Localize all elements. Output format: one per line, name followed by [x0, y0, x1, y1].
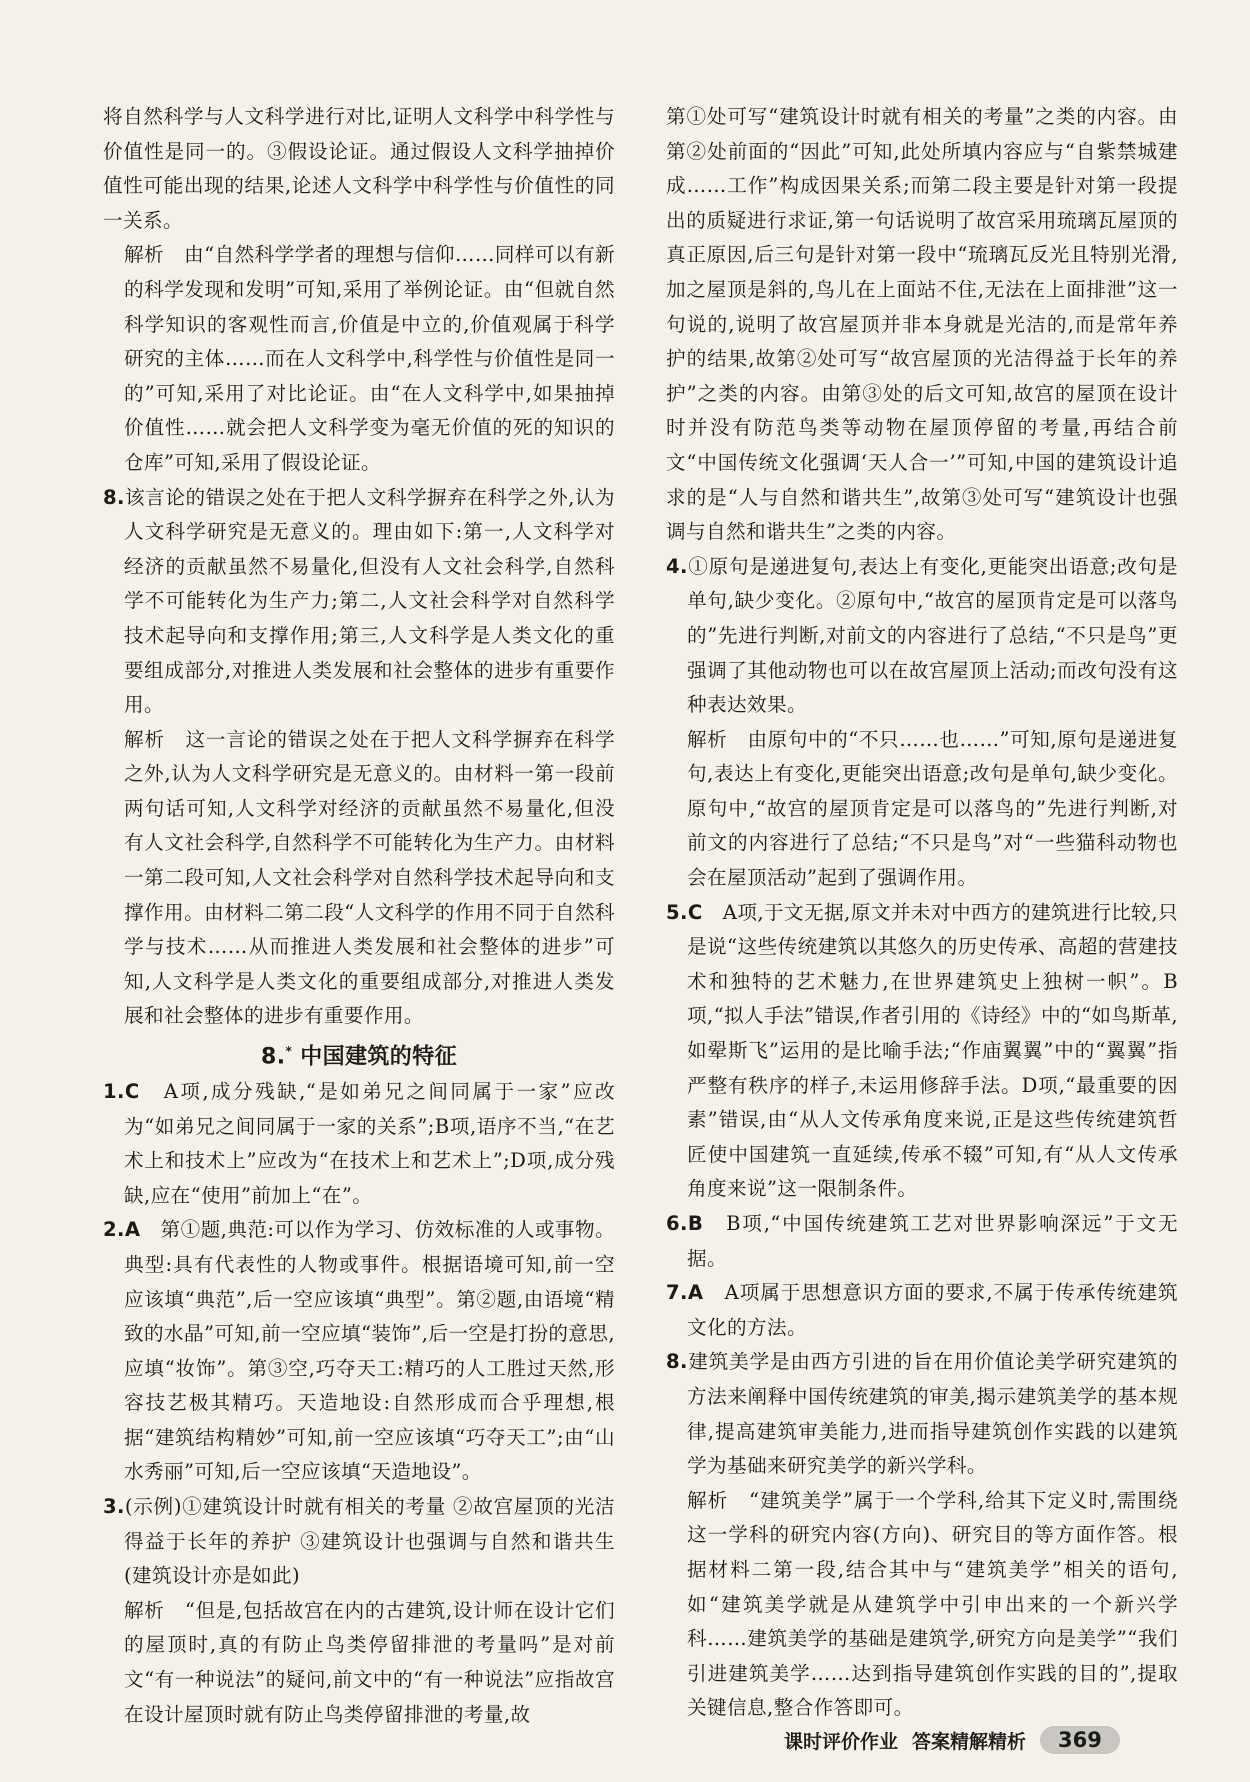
analysis-paragraph: [103, 723, 615, 1034]
analysis-text: 由原句中的“不只……也……”可知,原句是递进复句,表达上有变化,更能突出语意;改句是单句,缺少变化。原句中,“故宫的屋顶肯定是可以落鸟的”先进行判断,对前文的内容进行了总结;“不只是鸟”对“一些猫科动物也会在屋顶活动”起到了强调作用。: [687, 727, 1178, 890]
page-footer: [784, 1720, 1174, 1760]
analysis-label: 解析: [124, 243, 165, 267]
page-number: 369: [1040, 1726, 1120, 1754]
answer-text: A项属于思想意识方面的要求,不属于传承传统建筑文化的方法。: [687, 1281, 1178, 1339]
answer-2: [103, 1213, 615, 1490]
continued-answer: 将自然科学与人文科学进行对比,证明人文科学中科学性与价值性是同一的。③假设论证。通过假设人文科学抽掉价值性可能出现的结果,论述人文科学中科学性与价值性的同一关系。: [103, 105, 615, 232]
analysis-label: 解析: [687, 1488, 729, 1512]
answer-number: 2.A: [103, 1218, 141, 1242]
analysis-paragraph: [666, 1484, 1178, 1726]
analysis-paragraph: [666, 723, 1178, 896]
answer-number: 7.A: [666, 1281, 704, 1305]
analysis-text: “建筑美学”属于一个学科,给其下定义时,需围绕这一学科的研究内容(方向)、研究目的等方面作答。根据材料二第一段,结合其中与“建筑美学”相关的语句,如“建筑美学就是从建筑学中引申出来的一个新兴学科……建筑美学的基础是建筑学,研究方向是美学”“我们引进建筑美学……达到指导建筑创作实践的目的”,提取关键信息,整合作答即可。: [687, 1488, 1178, 1720]
answer-8: [666, 1345, 1178, 1483]
answer-text: 该言论的错误之处在于把人文科学摒弃在科学之外,认为人文科学研究是无意义的。理由如下:第一,人文科学对经济的贡献虽然不易量化,但没有人文社会科学,自然科学不可能转化为生产力;第二,人文社会科学对自然科学技术起导向和支撑作用;第三,人文科学是人类文化的重要组成部分,对推进人类发展和社会整体的进步有重要作用。: [124, 485, 615, 717]
answer-8: [103, 481, 615, 723]
analysis-text: 这一言论的错误之处在于把人文科学摒弃在科学之外,认为人文科学研究是无意义的。由材料一第一段前两句话可知,人文科学对经济的贡献虽然不易量化,但没有人文社会科学,自然科学不可能转化为生产力。由材料一第二段可知,人文社会科学对自然科学技术起导向和支撑作用。由材料二第二段“人文科学的作用不同于自然科学与技术……从而推进人类发展和社会整体的进步”可知,人文科学是人类文化的重要组成部分,对推进人类发展和社会整体的进步有重要作用。: [124, 727, 615, 1028]
answer-1: [103, 1075, 615, 1213]
answer-number: 8.: [666, 1350, 688, 1374]
continued-analysis: 第①处可写“建筑设计时就有相关的考量”之类的内容。由第②处前面的“因此”可知,此处所填内容应与“自紫禁城建成……工作”构成因果关系;而第二段主要是针对第一段提出的质疑进行求证,第一句话说明了故宫采用琉璃瓦屋顶的真正原因,后三句是针对第一段中“琉璃瓦反光且特别光滑,加之屋顶是斜的,鸟儿在上面站不住,无法在上面排泄”这一句说的,说明了故宫屋顶并非本身就是光洁的,而是常年养护的结果,故第②处可写“故宫屋顶的光洁得益于长年的养护”之类的内容。由第③处的后文可知,故宫的屋顶在设计时并没有防范鸟类等动物在屋顶停留的考量,再结合前文“中国传统文化强调‘天人合一’”可知,中国的建筑设计追求的是“人与自然和谐共生”,故第③处可写“建筑设计也强调与自然和谐共生”之类的内容。: [666, 105, 1178, 544]
answer-number: 4.: [666, 554, 688, 578]
analysis-paragraph: [103, 1594, 615, 1732]
answer-4: [666, 550, 1178, 723]
answer-number: 1.C: [103, 1079, 140, 1103]
answer-3: [103, 1490, 615, 1594]
answer-text: ①原句是递进复句,表达上有变化,更能突出语意;改句是单句,缺少变化。②原句中,“故宫的屋顶肯定是可以落鸟的”先进行判断,对前文的内容进行了总结,“不只是鸟”更强调了其他动物也可以在故宫屋顶上活动;而改句没有这种表达效果。: [687, 554, 1178, 717]
analysis-paragraph: [103, 238, 615, 480]
answer-number: 6.B: [666, 1212, 704, 1235]
right-column: [666, 100, 1178, 1726]
answer-text: 建筑美学是由西方引进的旨在用价值论美学研究建筑的方法来阐释中国传统建筑的审美,揭示建筑美学的基本规律,提高建筑审美能力,进而指导建筑创作实践的以建筑学为基础来研究美学的新兴学科。: [687, 1350, 1178, 1478]
answer-number: 8.: [103, 485, 125, 509]
answer-text: A项,于文无据,原文并未对中西方的建筑进行比较,只是说“这些传统建筑以其悠久的历史传承、高超的营建技术和独特的艺术魅力,在世界建筑史上独树一帜”。B项,“拟人手法”错误,作者引用的《诗经》中的“如鸟斯革,如翚斯飞”运用的是比喻手法;“作庙翼翼”中的“翼翼”指严整有秩序的样子,未运用修辞手法。D项,“最重要的因素”错误,由“从人文传承角度来说,正是这些传统建筑哲匠使中国建筑一直延续,传承不辍”可知,有“从人文传承角度来说”这一限制条件。: [687, 900, 1178, 1201]
answer-text: A项,成分残缺,“是如弟兄之间同属于一家”应改为“如弟兄之间同属于一家的关系”;B项,语序不当,“在艺术上和技术上”应改为“在技术上和艺术上”;D项,成分残缺,应在“使用”前加上“在”。: [124, 1079, 616, 1207]
section-heading: 8.* 中国建筑的特征: [260, 1044, 458, 1070]
answer-6: [666, 1207, 1178, 1276]
analysis-text: 由“自然科学学者的理想与信仰……同样可以有新的科学发现和发明”可知,采用了举例论证。由“但就自然科学知识的客观性而言,价值是中立的,价值观属于科学研究的主体……而在人文科学中,科学性与价值性是同一的”可知,采用了对比论证。由“在人文科学中,如果抽掉价值性……就会把人文科学变为毫无价值的死的知识的仓库”可知,采用了假设论证。: [124, 243, 615, 474]
analysis-label: 解析: [124, 727, 165, 751]
footer-section: 答案精解精析: [912, 1730, 1027, 1753]
left-column: [103, 100, 615, 1732]
answer-number: 3.: [103, 1495, 125, 1519]
answer-text: B项,“中国传统建筑工艺对世界影响深远”于文无据。: [687, 1212, 1178, 1270]
analysis-label: 解析: [687, 727, 728, 751]
footer-series: 课时评价作业: [784, 1730, 899, 1753]
answer-7: [666, 1276, 1178, 1345]
answer-text: 第①题,典范:可以作为学习、仿效标准的人或事物。典型:具有代表性的人物或事件。根据语境可知,前一空应该填“典范”,后一空应该填“典型”。第②题,由语境“精致的水晶”可知,前一空应填“装饰”,后一空是打扮的意思,应填“妆饰”。第③空,巧夺天工:精巧的人工胜过天然,形容技艺极其精巧。天造地设:自然形成而合乎理想,根据“建筑结构精妙”可知,前一空应该填“巧夺天工”;由“山水秀丽”可知,后一空应该填“天造地设”。: [124, 1218, 615, 1484]
analysis-label: 解析: [124, 1598, 165, 1622]
analysis-text: “但是,包括故宫在内的古建筑,设计师在设计它们的屋顶时,真的有防止鸟类停留排泄的考量吗”是对前文“有一种说法”的疑问,前文中的“有一种说法”应指故宫在设计屋顶时就有防止鸟类停留排泄的考量,故: [124, 1598, 615, 1726]
answer-number: 5.C: [666, 900, 703, 924]
answer-5: [666, 896, 1178, 1207]
answer-text: (示例)①建筑设计时就有相关的考量 ②故宫屋顶的光洁得益于长年的养护 ③建筑设计也强调与自然和谐共生(建筑设计亦是如此): [124, 1495, 615, 1588]
